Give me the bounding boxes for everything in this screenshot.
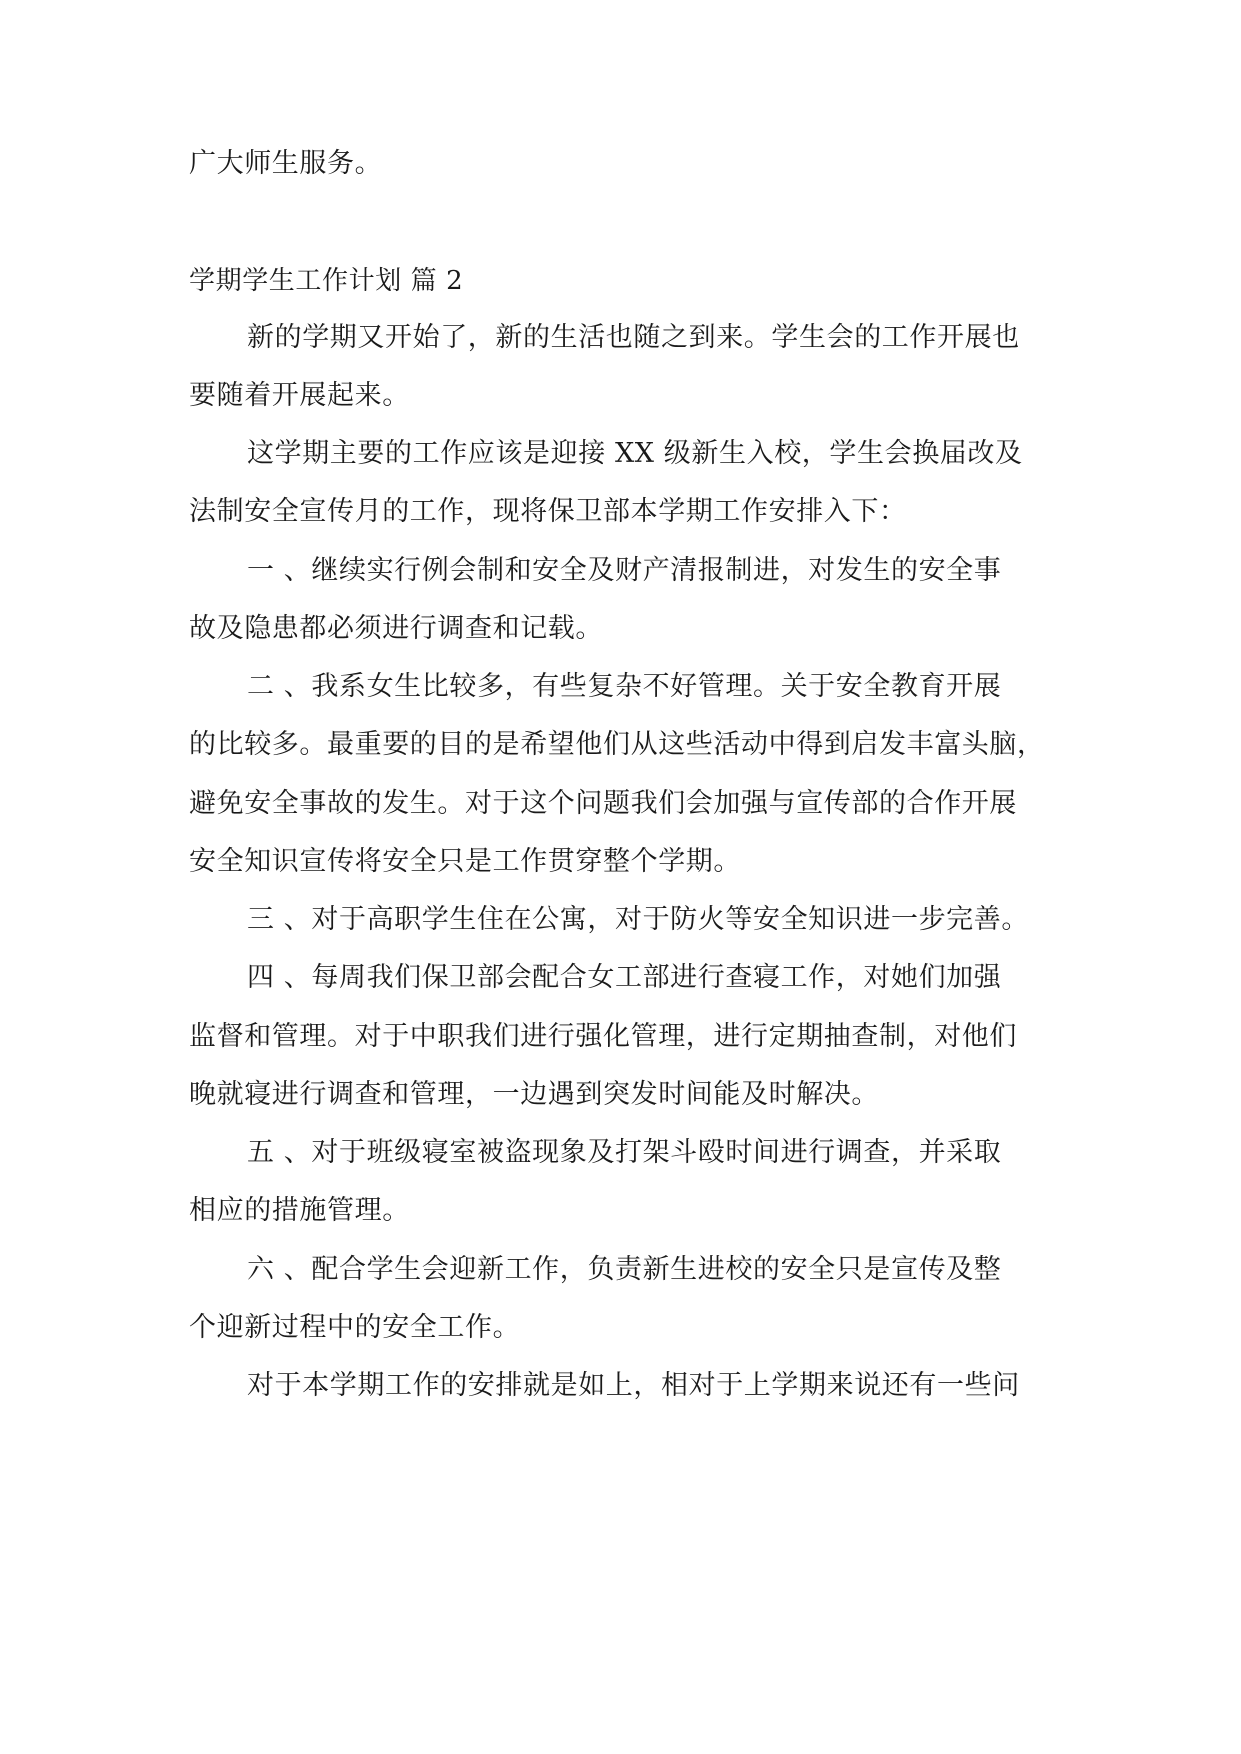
paragraph-line: 故及隐患都必须进行调查和记载。 bbox=[189, 613, 603, 644]
paragraph-line: 相应的措施管理。 bbox=[189, 1195, 410, 1226]
paragraph-line: 六 、配合学生会迎新工作，负责新生进校的安全只是宣传及整 bbox=[247, 1254, 1002, 1285]
paragraph-line: 四 、每周我们保卫部会配合女工部进行查寝工作，对她们加强 bbox=[247, 962, 1002, 993]
text-line: 广大师生服务。 bbox=[189, 148, 383, 179]
paragraph-line: 避免安全事故的发生。对于这个问题我们会加强与宣传部的合作开展 bbox=[189, 788, 1017, 819]
paragraph-line: 要随着开展起来。 bbox=[189, 380, 410, 411]
paragraph-line: 三 、对于高职学生住在公寓，对于防火等安全知识进一步完善。 bbox=[247, 904, 1029, 935]
paragraph-line: 二 、我系女生比较多，有些复杂不好管理。关于安全教育开展 bbox=[247, 671, 1002, 702]
section-heading: 学期学生工作计划 篇 2 bbox=[189, 266, 464, 296]
paragraph-line: 个迎新过程中的安全工作。 bbox=[189, 1312, 521, 1343]
paragraph-line: 对于本学期工作的安排就是如上，相对于上学期来说还有一些问 bbox=[247, 1370, 1020, 1401]
paragraph-line: 新的学期又开始了，新的生活也随之到来。学生会的工作开展也 bbox=[247, 322, 1020, 353]
paragraph-line: 安全知识宣传将安全只是工作贯穿整个学期。 bbox=[189, 846, 741, 877]
paragraph-line: 这学期主要的工作应该是迎接 XX 级新生入校，学生会换届改及 bbox=[247, 438, 1023, 469]
paragraph-line: 的比较多。最重要的目的是希望他们从这些活动中得到启发丰富头脑， bbox=[189, 729, 1045, 760]
paragraph-line: 法制安全宣传月的工作，现将保卫部本学期工作安排入下： bbox=[189, 496, 907, 527]
paragraph-line: 晚就寝进行调查和管理，一边遇到突发时间能及时解决。 bbox=[189, 1079, 879, 1110]
paragraph-line: 监督和管理。对于中职我们进行强化管理，进行定期抽查制，对他们 bbox=[189, 1021, 1017, 1052]
paragraph-line: 五 、对于班级寝室被盗现象及打架斗殴时间进行调查，并采取 bbox=[247, 1137, 1002, 1168]
paragraph-line: 一 、继续实行例会制和安全及财产清报制进，对发生的安全事 bbox=[247, 555, 1002, 586]
